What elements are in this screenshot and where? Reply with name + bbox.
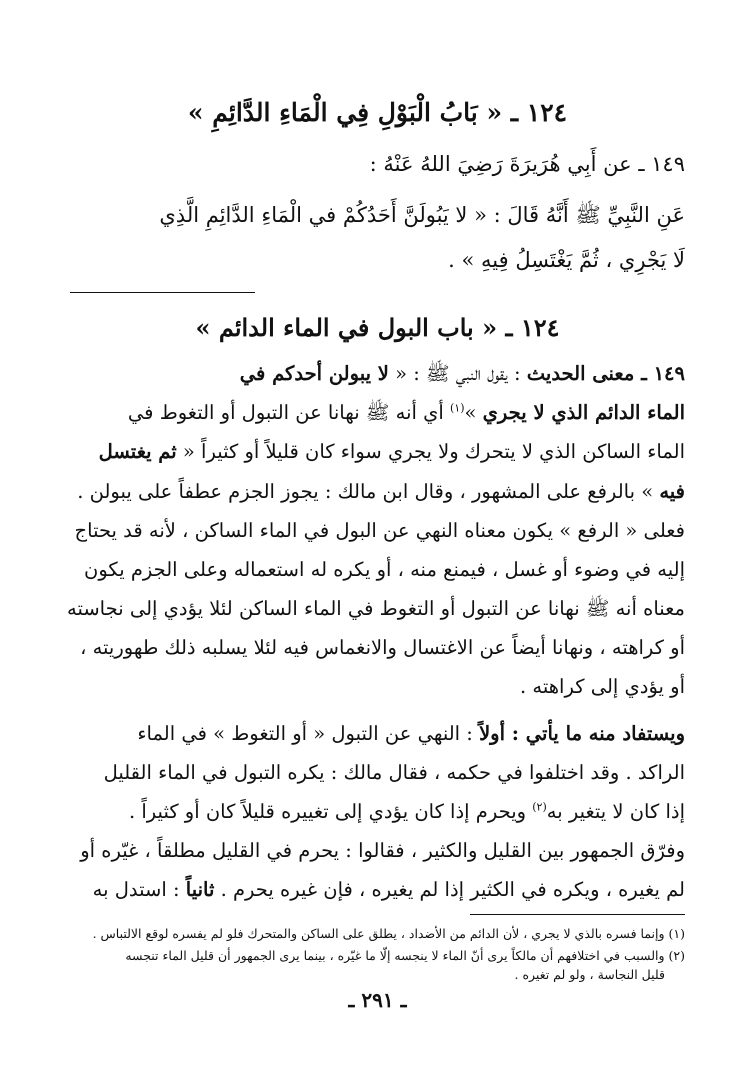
commentary-title: ١٢٤ ـ « باب البول في الماء الدائم » [195, 313, 560, 342]
benefits-text: : النهي عن التبول « أو التغوط » في الماء [137, 722, 480, 745]
benefits-line-4: وفرّق الجمهور بين القليل والكثير ، فقالوا : يحرم في القليل مطلقاً ، غيّره أو [80, 839, 685, 862]
benefits-text: إذا كان لا يتغير به [546, 800, 685, 823]
commentary-line-1 [240, 362, 685, 390]
benefits-text: : استدل به [92, 878, 186, 901]
commentary-line-9: أو يؤدي إلى كراهته . [520, 675, 685, 698]
footnote-2: (٢) والسبب في اختلافهم أن مالكاً يرى أنّ الماء لا ينجسه إلّا ما غيّره ، بينما يرى الجمهور أن قليل الماء تنجسه [125, 948, 685, 963]
commentary-line-3 [99, 440, 685, 463]
benefits-line-5 [93, 878, 685, 901]
benefits-line-2: الراكد . وقد اختلفوا في حكمه ، فقال مالك : يكره التبول في الماء القليل [103, 761, 685, 784]
commentary-text: : يقول النبي ﷺ : « [388, 362, 527, 385]
commentary-line-2 [128, 401, 685, 429]
hadith-text-line-1: عَنِ النَّبِيِّ ﷺ أَنَّهُ قَالَ : « لا يَبُولَنَّ أَحَدُكُمْ في الْمَاءِ الدَّائِمِ الَّذِي [159, 203, 685, 227]
benefits-line-1 [137, 722, 685, 745]
commentary-text: أي أنه ﷺ نهانا عن التبول أو التغوط في [127, 401, 450, 424]
commentary-text: » بالرفع على المشهور ، وقال ابن مالك : يجوز الجزم عطفاً على يبولن . [77, 480, 660, 503]
benefits-line-3 [129, 800, 685, 823]
chapter-title: ١٢٤ ـ « بَابُ الْبَوْلِ فِي الْمَاءِ الدَّائِمِ » [187, 98, 568, 127]
hadith-quote: لا يبولن أحدكم في [239, 362, 389, 385]
section-divider [70, 292, 255, 293]
commentary-heading: ١٤٩ ـ معنى الحديث [526, 362, 685, 385]
footnote-divider [470, 914, 685, 915]
hadith-quote: الماء الدائم الذي لا يجري [482, 401, 685, 424]
commentary-line-6: إليه في وضوء أو غسل ، فيمنع منه ، أو يكره له استعماله وعلى الجزم يكون [84, 558, 685, 581]
hadith-intro: ١٤٩ ـ عن أَبِي هُرَيرَةَ رَضِيَ اللهُ عَنْهُ : [369, 152, 685, 176]
benefits-subheading: ثانياً [185, 878, 215, 901]
commentary-line-5: فعلى « الرفع » يكون معناه النهي عن البول في الماء الساكن ، لأنه قد يحتاج [74, 519, 685, 542]
footnote-2-continued: قليل النجاسة ، ولو لم تغيره . [514, 967, 665, 982]
hadith-quote: فيه [659, 480, 685, 503]
benefits-heading: ويستفاد منه ما يأتي : أولاً [479, 722, 685, 745]
commentary-text: » [464, 401, 483, 424]
hadith-text-line-2: لَا يَجْرِي ، ثُمَّ يَغْتَسِلُ فِيهِ » . [448, 248, 685, 272]
commentary-line-8: أو كراهته ، ونهانا أيضاً عن الاغتسال والانغماس فيه لئلا يسلبه ذلك طهوريته ، [80, 636, 685, 659]
commentary-line-4 [77, 480, 685, 503]
page-number: ـ ٢٩١ ـ [348, 988, 407, 1012]
benefits-text: لم يغيره ، ويكره في الكثير إذا لم يغيره ، فإن غيره يحرم . [214, 878, 685, 901]
footnote-1: (١) وإنما فسره بالذي لا يجري ، لأن الدائم من الأضداد ، يطلق على الساكن والمتحرك فلو لم يفسره لوقع الالتباس . [92, 926, 685, 941]
footnote-ref-2: (٢) [532, 800, 547, 814]
commentary-text: الماء الساكن الذي لا يتحرك ولا يجري سواء كان قليلاً أو كثيراً « [176, 440, 685, 463]
footnote-ref-1: (١) [450, 401, 465, 415]
commentary-line-7: معناه أنه ﷺ نهانا عن التبول أو التغوط في الماء الساكن لئلا يؤدي إلى نجاسته [67, 597, 685, 620]
benefits-text: ويحرم إذا كان يؤدي إلى تغييره قليلاً كان أو كثيراً . [128, 800, 533, 823]
hadith-quote: ثم يغتسل [98, 440, 177, 463]
